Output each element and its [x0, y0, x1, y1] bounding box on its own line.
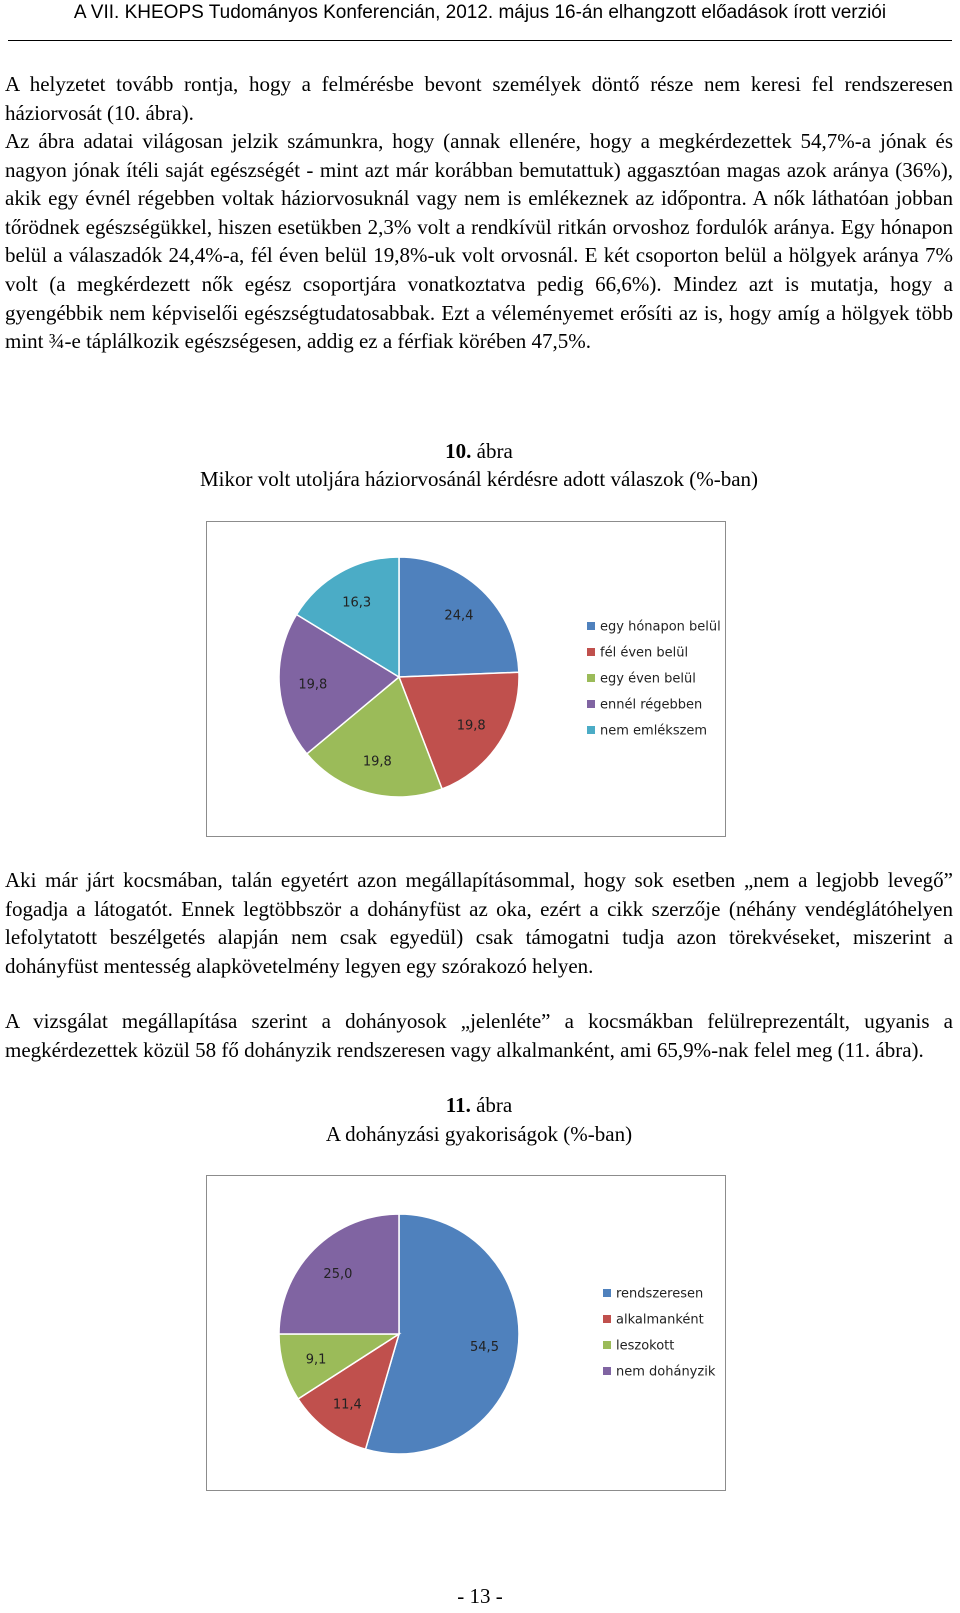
legend-label: fél éven belül — [600, 645, 689, 661]
figure-11-word: ábra — [476, 1093, 513, 1117]
legend-label: egy hónapon belül — [600, 619, 721, 635]
pie-data-label: 19,8 — [298, 677, 328, 693]
paragraph-4: A vizsgálat megállapítása szerint a dohányosok „jelenléte” a kocsmákban felülreprezentált, ugyanis a megkérdezettek közül 58 fő dohányzik rendszeresen vagy alkalmanként, ami 65,9%-nak felel meg (11. ábra). — [5, 1009, 953, 1062]
legend-swatch — [603, 1315, 611, 1323]
figure-11-title: A dohányzási gyakoriságok (%-ban) — [325, 1122, 633, 1146]
legend-swatch — [603, 1367, 611, 1375]
chart-11 — [206, 1175, 726, 1491]
header-rule — [8, 40, 952, 41]
legend-label: leszokott — [616, 1338, 675, 1354]
page-number: - 13 - — [457, 1584, 503, 1608]
pie-data-label: 19,8 — [362, 754, 392, 770]
pie-data-label: 25,0 — [323, 1266, 353, 1282]
legend-swatch — [587, 674, 595, 682]
figure-10-word: ábra — [476, 439, 513, 463]
legend-swatch — [587, 622, 595, 630]
figure-10-title: Mikor volt utoljára háziorvosánál kérdésre adott válaszok (%-ban) — [199, 467, 759, 491]
legend-swatch — [603, 1341, 611, 1349]
figure-10-number: 10. — [445, 439, 472, 463]
chart-11-svg — [207, 1176, 725, 1490]
paragraph-2: Az ábra adatai világosan jelzik számunkra, hogy (annak ellenére, hogy a megkérdezettek 54,7%-a jónak és nagyon jónak ítéli saját egészségét - mint azt már korábban bemutattuk) aggasztóan magas azok aránya (36%), akik egy évnél régebben voltak háziorvosuknál vagy nem is emlékeznek az időpontra. A nők láthatóan jobban tőrödnek egészségükkel, hiszen esetükben 2,3% volt a rendkívül ritkán orvoshoz fordulók aránya. Egy hónapon belül a válaszadók 24,4%-a, fél éven belül 19,8%-uk volt orvosnál. E két csoporton belül a hölgyek aránya 7% volt (a megkérdezett nők egész csoportjára vonatkoztatva pedig 66,6%). Mindez azt is mutatja, hogy a gyengébbik nem képviselői egészségtudatosabbak. Ezt a véleményemet erősíti az is, hogy amíg a hölgyek több mint ¾-e táplálkozik egészségesen, addig ez a férfiak körében 47,5%. — [5, 129, 953, 354]
chart-10 — [206, 521, 726, 837]
figure-10-label — [5, 437, 953, 465]
legend-label: nem emlékszem — [600, 723, 708, 739]
legend-swatch — [587, 700, 595, 708]
pie-data-label: 16,3 — [342, 595, 372, 611]
figure-11-number: 11. — [445, 1093, 471, 1117]
legend-swatch — [587, 648, 595, 656]
legend-label: egy éven belül — [600, 671, 696, 687]
legend-label: rendszeresen — [616, 1286, 704, 1302]
chart-10-svg — [207, 522, 725, 836]
legend-label: alkalmanként — [616, 1312, 704, 1328]
paragraph-1: A helyzetet tovább rontja, hogy a felmérésbe bevont személyek döntő része nem keresi fel rendszeresen háziorvosát (10. ábra). — [5, 72, 953, 125]
pie-data-label: 11,4 — [332, 1397, 362, 1413]
paragraph-3: Aki már járt kocsmában, talán egyetért azon megállapításommal, hogy sok esetben „nem a legjobb levegő” fogadja a látogatót. Ennek legtöbbször a dohányfüst az oka, ezért a cikk szerzője (néhány vendéglátóhelyen lefolytatott beszélgetés alapján nem csak egyedül) csak támogatni tudja azon törekvéseket, miszerint a dohányfüst mentesség alapkövetelmény legyen egy szórakozó helyen. — [5, 868, 953, 978]
legend-swatch — [587, 726, 595, 734]
page-header: A VII. KHEOPS Tudományos Konferencián, 2012. május 16-án elhangzott előadások írott verziói — [73, 2, 887, 23]
pie-data-label: 19,8 — [456, 718, 486, 734]
figure-11-label — [5, 1091, 953, 1119]
legend-label: ennél régebben — [600, 697, 703, 713]
legend-label: nem dohányzik — [616, 1364, 716, 1380]
legend-swatch — [603, 1289, 611, 1297]
pie-data-label: 54,5 — [470, 1340, 499, 1356]
pie-data-label: 9,1 — [305, 1352, 327, 1368]
pie-data-label: 24,4 — [444, 608, 474, 624]
